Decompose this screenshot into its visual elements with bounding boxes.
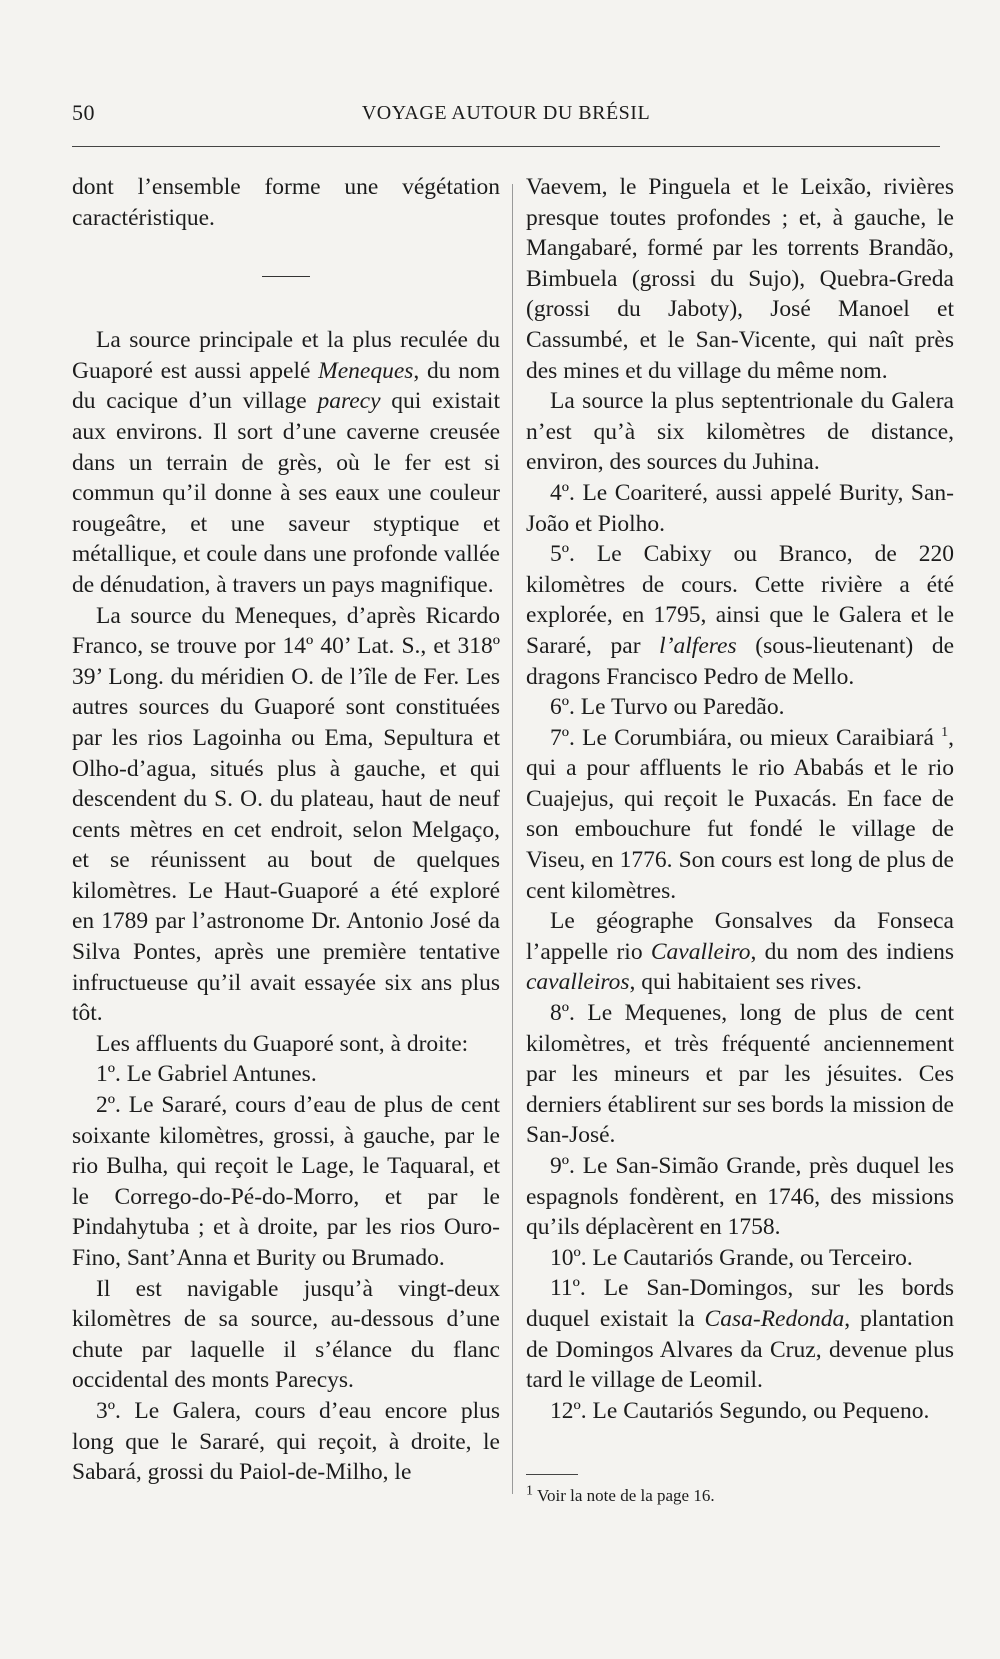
- right-column: [526, 172, 954, 1507]
- list-item: 2º. Le Sararé, cours d’eau de plus de cent soixante kilomètres, grossi, à gauche, par le rio Bulha, qui reçoit le Lage, le Taquaral, et le Corrego-do-Pé-do-Morro, et par le Pindahytuba ; et à droite, par les rios Ouro-Fino, Sant’Anna et Burity ou Brumado.: [72, 1092, 500, 1271]
- list-item: 10º. Le Cautariós Grande, ou Terceiro.: [550, 1244, 913, 1271]
- running-title: VOYAGE AUTOUR DU BRÉSIL: [361, 102, 651, 124]
- paragraph: Il est navigable jusqu’à vingt-deux kilomètres de sa source, au-dessous d’une chute par laquelle il s’élance du flanc occidental des monts Parecys.: [72, 1275, 500, 1394]
- footnote-reference: 1: [941, 724, 949, 740]
- page-number: 50: [72, 100, 95, 125]
- italic-term: Meneques: [318, 357, 414, 384]
- list-item: 9º. Le San-Simão Grande, près duquel les espagnols fondèrent, en 1746, des missions qu’ils déplacèrent en 1758.: [526, 1153, 954, 1241]
- list-item: [526, 1273, 954, 1395]
- list-item: 6º. Le Turvo ou Paredão.: [550, 694, 785, 721]
- text-run: 5º. Le Cabixy ou Branco, de 220 kilomètres de cours. Cette rivière a été explorée, en 1795, ainsi que le Galera et le Sararé, par: [526, 541, 954, 659]
- text-run: , plantation de Domingos Alvares da Cruz, devenue plus tard le village de Leomil.: [526, 1305, 955, 1394]
- text-run: 11º. Le San-Domingos, sur les bords duquel existait la: [526, 1275, 954, 1332]
- text-run: (sous-lieutenant) de dragons Francisco Pedro de Mello.: [526, 632, 954, 690]
- list-item: 4º. Le Coariteré, aussi appelé Burity, San-João et Piolho.: [526, 479, 954, 537]
- text-run: Le géographe Gonsalves da Fonseca l’appelle rio: [526, 908, 954, 965]
- paragraph: [72, 325, 500, 600]
- page-header: [72, 100, 940, 134]
- paragraph: dont l’ensemble forme une végétation caractéristique.: [72, 174, 500, 231]
- paragraph: La source la plus septentrionale du Galera n’est qu’à six kilomètres de distance, environ, des sources du Juhina.: [526, 388, 954, 476]
- text-run: , qui habitaient ses rives.: [629, 969, 862, 996]
- italic-term: Casa-Redonda: [704, 1305, 845, 1332]
- paragraph: [526, 906, 954, 998]
- paragraph: La source du Meneques, d’après Ricardo Franco, se trouve por 14º 40’ Lat. S., et 318º 39’ Long. du méridien O. de l’île de Fer. Les autres sources du Guaporé sont constituées par les rios Lagoinha ou Ema, Sepultura et Olho-d’agua, situés plus à gauche, et qui descendent du S. O. du plateau, haut de neuf cents mètres en cet endroit, selon Melgaço, et se réunissent au bout de quelques kilomètres. Le Haut-Guaporé a été exploré en 1789 par l’astronome Dr. Antonio José da Silva Pontes, après une première tentative infructueuse qu’il avait essayée six ans plus tôt.: [72, 602, 500, 1027]
- left-column: [72, 172, 500, 1488]
- footnote-text: Voir la note de la page 16.: [533, 1486, 715, 1506]
- footnote: [526, 1485, 954, 1507]
- text-run: , du nom des indiens: [750, 938, 954, 965]
- text-run: La source principale et la plus reculée du Guaporé est aussi appelé: [72, 327, 500, 384]
- footnote-rule: [526, 1474, 578, 1475]
- text-run: 7º. Le Corumbiára, ou mieux Caraibiará: [550, 724, 942, 751]
- list-item: 3º. Le Galera, cours d’eau encore plus long que le Sararé, qui reçoit, à droite, le Sabará, grossi du Paiol-de-Milho, le: [72, 1397, 500, 1486]
- footnote-mark: 1: [526, 1483, 533, 1499]
- italic-term: l’alferes: [659, 632, 737, 659]
- paragraph: Les affluents du Guaporé sont, à droite:: [96, 1030, 469, 1057]
- list-item: 12º. Le Cautariós Segundo, ou Pequeno.: [550, 1397, 930, 1424]
- header-rule: [72, 146, 940, 147]
- list-item: 8º. Le Mequenes, long de plus de cent kilomètres, et très fréquenté anciennement par les mineurs et par les jésuites. Ces derniers établirent sur ses bords la mission de San-José.: [526, 1000, 954, 1149]
- list-item: 1º. Le Gabriel Antunes.: [96, 1061, 317, 1088]
- text-run: , du nom du cacique d’un village: [72, 357, 500, 415]
- text-run: qui existait aux environs. Il sort d’une caverne creusée dans un terrain de grès, où le fer est si commun qu’il donne à ses eaux une couleur rougeâtre, et une saveur styptique et métallique, et coule dans une profonde vallée de dénudation, à travers un pays magnifique.: [72, 388, 500, 598]
- list-item: [526, 539, 954, 692]
- column-divider: [512, 184, 513, 1494]
- italic-term: Cavalleiro: [650, 938, 751, 965]
- section-separator: [262, 276, 310, 277]
- paragraph: Vaevem, le Pinguela et le Leixão, rivières presque toutes profondes ; et, à gauche, le Mangabaré, formé par les torrents Brandão, Bimbuela (grossi du Sujo), Quebra-Greda (grossi du Jaboty), José Manoel et Cassumbé, et le San-Vicente, qui naît près des mines et du village du même nom.: [526, 174, 954, 384]
- italic-term: cavalleiros: [526, 969, 630, 996]
- italic-term: parecy: [317, 388, 381, 415]
- text-run: , qui a pour affluents le rio Ababás et le rio Cuajejus, qui reçoit le Puxacás. En face de son embouchure fut fondé le village de Viseu, en 1776. Son cours est long de plus de cent kilomètres.: [526, 724, 954, 904]
- list-item: [526, 723, 954, 907]
